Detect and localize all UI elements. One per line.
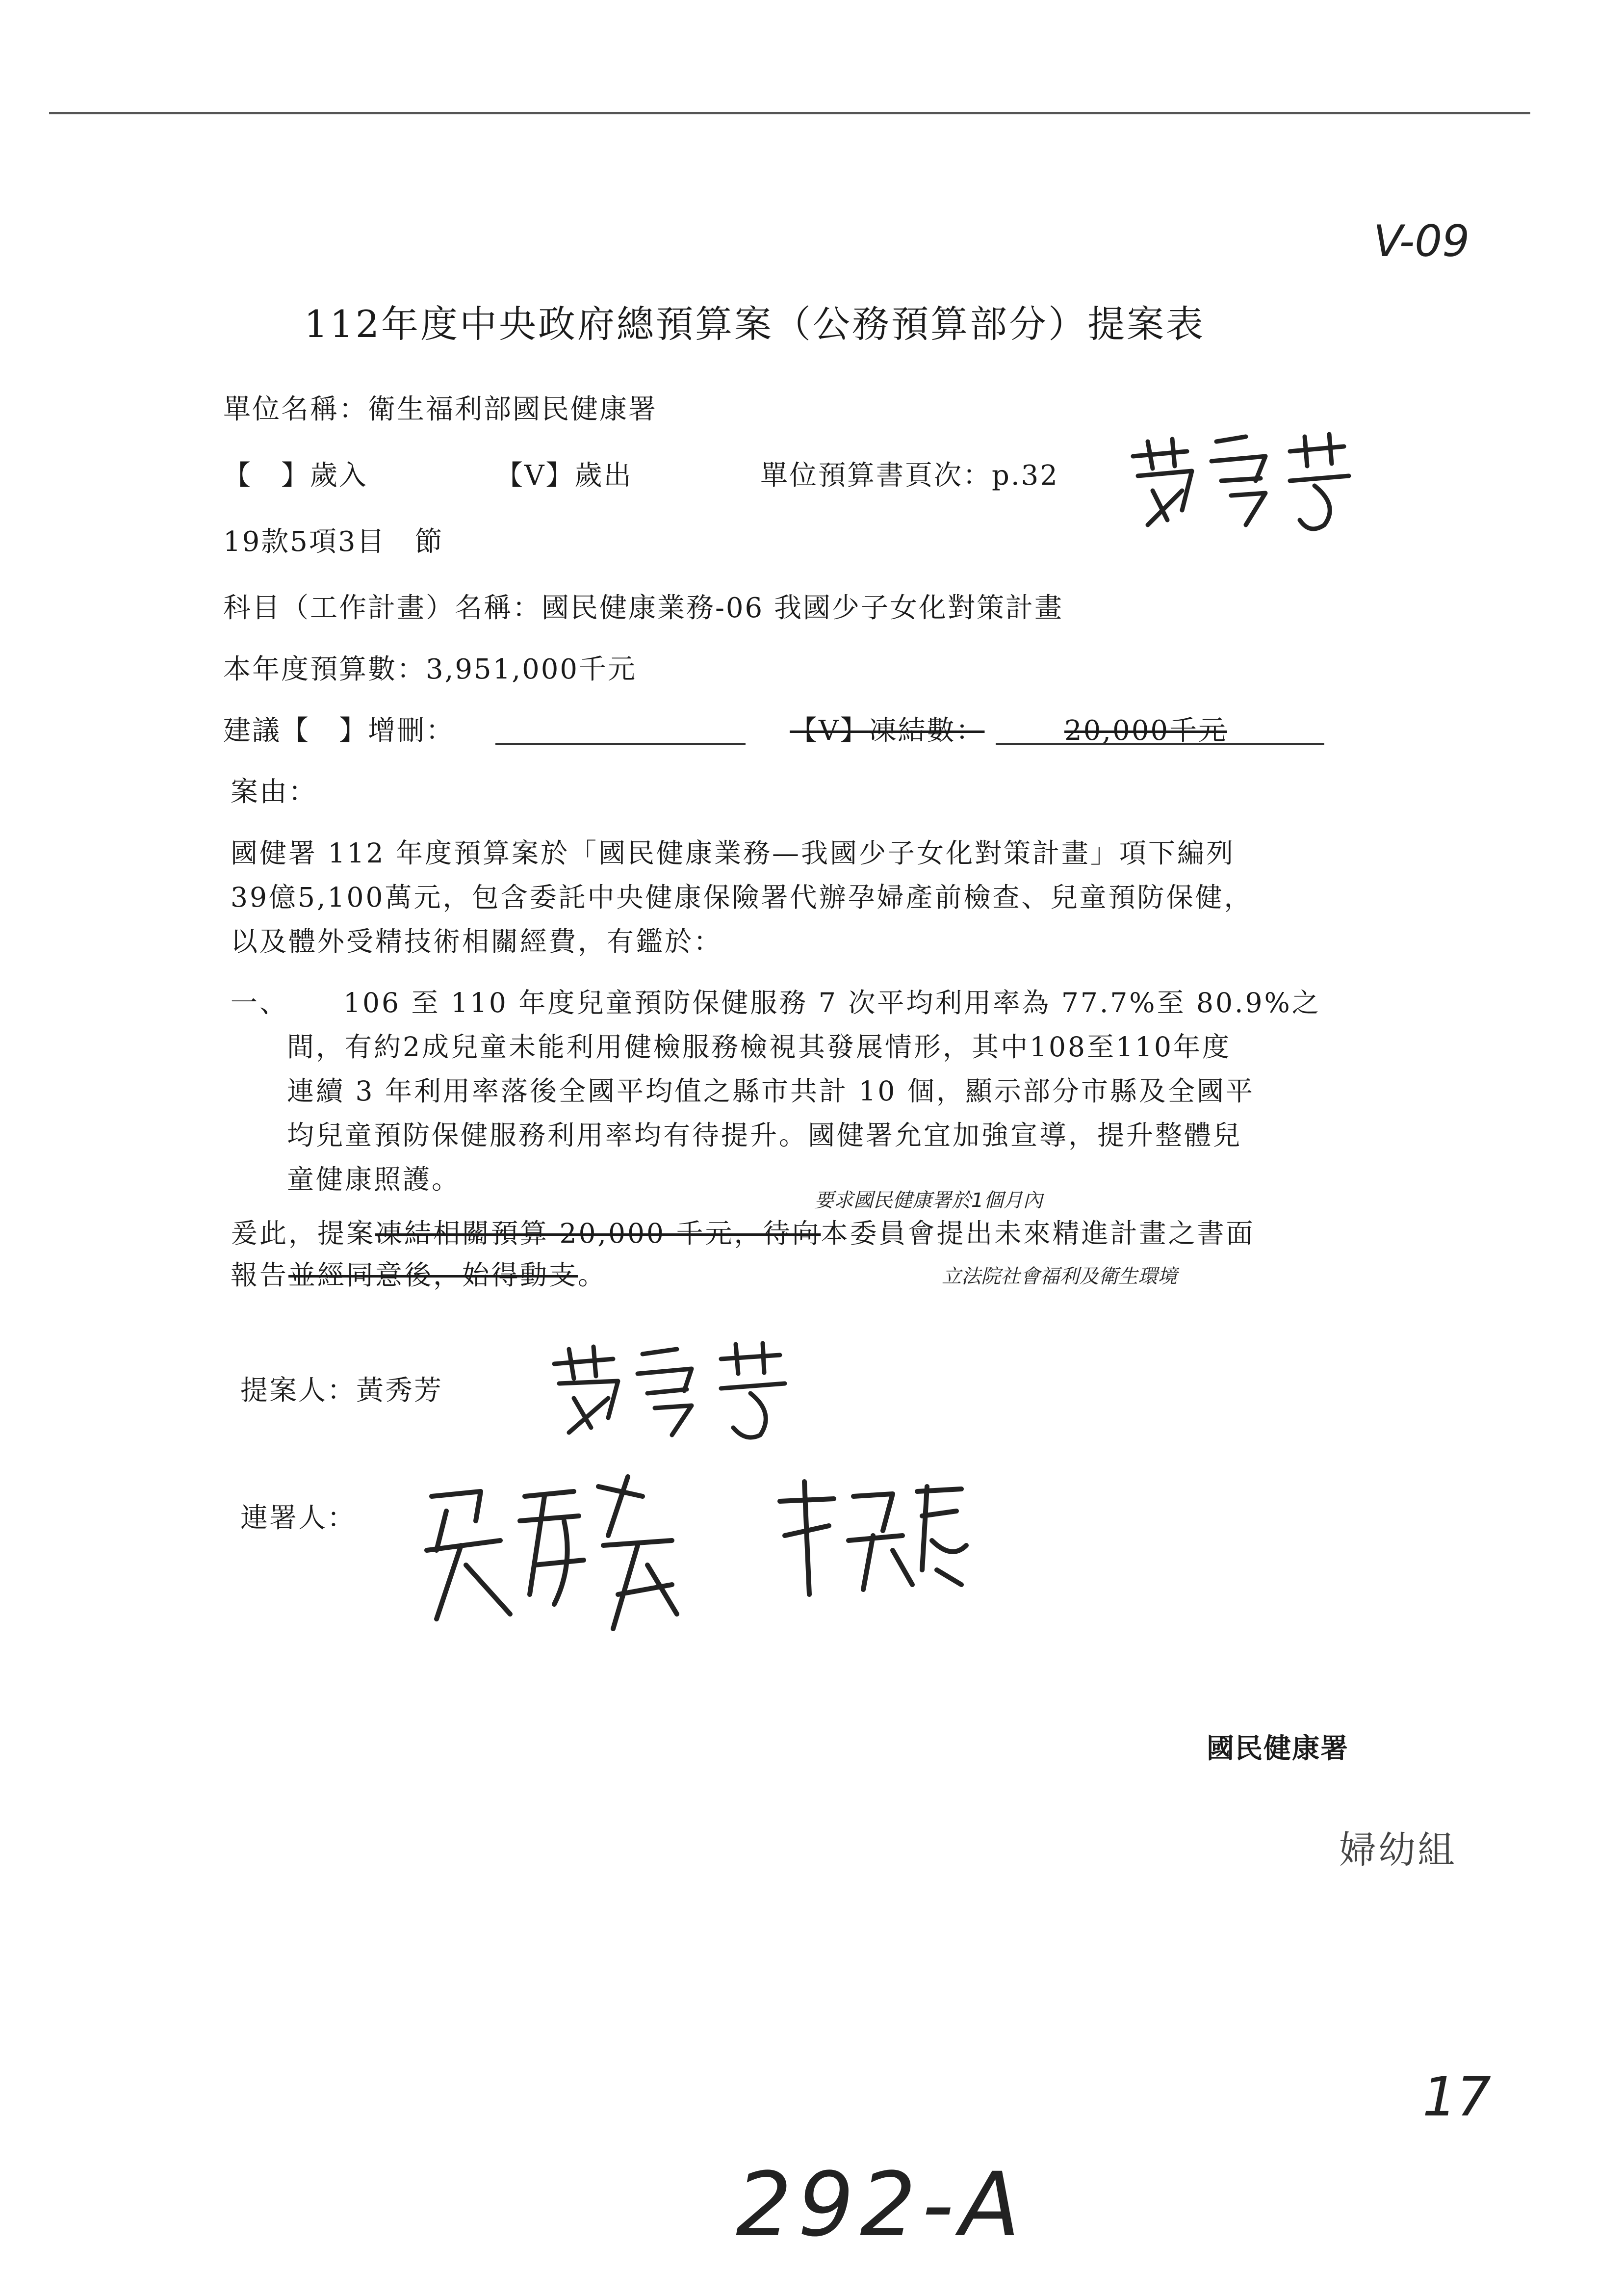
expense-label: 歲出 [574, 460, 633, 492]
item1-marker: 一、 [231, 987, 289, 1018]
conclusion-prefix: 爰此， [231, 1218, 318, 1249]
agency-stamp: 國民健康署 [1207, 1733, 1349, 1765]
expense-checkbox [495, 454, 632, 493]
revenue-box: 【 】 [223, 460, 310, 492]
document-code: V-09 [1373, 216, 1470, 266]
budget-amount-row [223, 648, 637, 687]
para1-line-1: 國健署 112 年度預算案於「國民健康業務—我國少子女化對策計畫」項下編列 [231, 837, 1235, 869]
cosigner-row: 連署人： [240, 1502, 356, 1534]
page-number: 17 [1422, 2065, 1491, 2128]
conclusion-struck-1: 凍結相關預算 20,000 千元，待向 [375, 1218, 821, 1249]
freeze-row [790, 709, 984, 748]
conclusion-a: 提案 [317, 1218, 376, 1249]
subject: 國民健康業務-06 我國少子女化對策計畫 [541, 592, 1063, 624]
conclusion-f: 。 [578, 1259, 607, 1291]
suggestion-row [223, 709, 455, 748]
budget-page-ref [760, 454, 1059, 493]
conclusion-d: 報告 [231, 1259, 289, 1291]
cosigner-signature-2 [765, 1472, 971, 1599]
unit-name: 衛生福利部國民健康署 [368, 393, 657, 425]
handwritten-division: 婦幼組 [1339, 1828, 1457, 1872]
top-rule [49, 112, 1530, 114]
expense-box: 【V】 [495, 460, 575, 492]
cosigner-signature-1 [417, 1467, 692, 1644]
item1-line-3: 連續 3 年利用率落後全國平均值之縣市共計 10 個，顯示部分市縣及全國平 [287, 1075, 1255, 1107]
conclusion-line-2 [231, 1253, 607, 1292]
freeze-label: 凍結數： [869, 715, 985, 747]
freeze-amount-underline [996, 743, 1324, 745]
budget-amount: 3,951,000千元 [426, 653, 637, 685]
freeze-amount: 20,000千元 [1064, 715, 1227, 747]
revenue-label: 歲入 [310, 460, 368, 492]
conclusion-line-1 [231, 1212, 1255, 1251]
document-number: 292-A [736, 2154, 1026, 2256]
proposer-signature-top [1118, 422, 1364, 535]
section-reference: 19款5項3目 節 [223, 526, 444, 558]
budget-page: p.32 [992, 460, 1059, 492]
budget-page-label: 單位預算書頁次： [760, 460, 992, 492]
budget-amount-label: 本年度預算數： [223, 653, 426, 685]
freeze-box: 【V】 [790, 715, 869, 747]
unit-name-label: 單位名稱： [223, 393, 368, 425]
unit-name-row [223, 388, 657, 427]
proposer: 黃秀芳 [356, 1375, 443, 1407]
para1-line-2: 39億5,100萬元，包含委託中央健康保險署代辦孕婦產前檢查、兒童預防保健， [231, 882, 1253, 913]
handwritten-insert-1: 要求國民健康署於1個月內 [814, 1189, 1043, 1212]
subject-row [223, 586, 1063, 626]
item1-line-4: 均兒童預防保健服務利用率均有待提升。國健署允宜加強宣導，提升整體兒 [287, 1120, 1242, 1151]
cut-label: 增刪： [368, 715, 455, 747]
conclusion-c: 本委員會提出未來精進計畫之書面 [821, 1218, 1255, 1249]
conclusion-struck-2: 並經同意後，始得動支 [288, 1259, 578, 1291]
proposer-label: 提案人： [240, 1375, 356, 1407]
revenue-checkbox [223, 454, 368, 493]
suggestion-box: 【 】 [281, 715, 368, 747]
proposer-row [240, 1369, 443, 1408]
reason-label: 案由： [231, 776, 317, 808]
page-title: 112年度中央政府總預算案（公務預算部分）提案表 [304, 302, 1206, 346]
item1-line-2: 間，有約2成兒童未能利用健檢服務檢視其發展情形，其中108至110年度 [287, 1031, 1231, 1063]
item1-line-1: 106 至 110 年度兒童預防保健服務 7 次平均利用率為 77.7%至 80.9%之 [343, 987, 1321, 1018]
proposer-signature [544, 1334, 799, 1442]
handwritten-insert-2: 立法院社會福利及衛生環境 [942, 1265, 1177, 1288]
suggestion-label: 建議 [223, 715, 281, 747]
subject-label: 科目（工作計畫）名稱： [223, 592, 541, 624]
para1-line-3: 以及體外受精技術相關經費，有鑑於： [231, 926, 723, 957]
item1-line-5: 童健康照護。 [287, 1164, 461, 1195]
cut-amount-blank [495, 743, 746, 745]
